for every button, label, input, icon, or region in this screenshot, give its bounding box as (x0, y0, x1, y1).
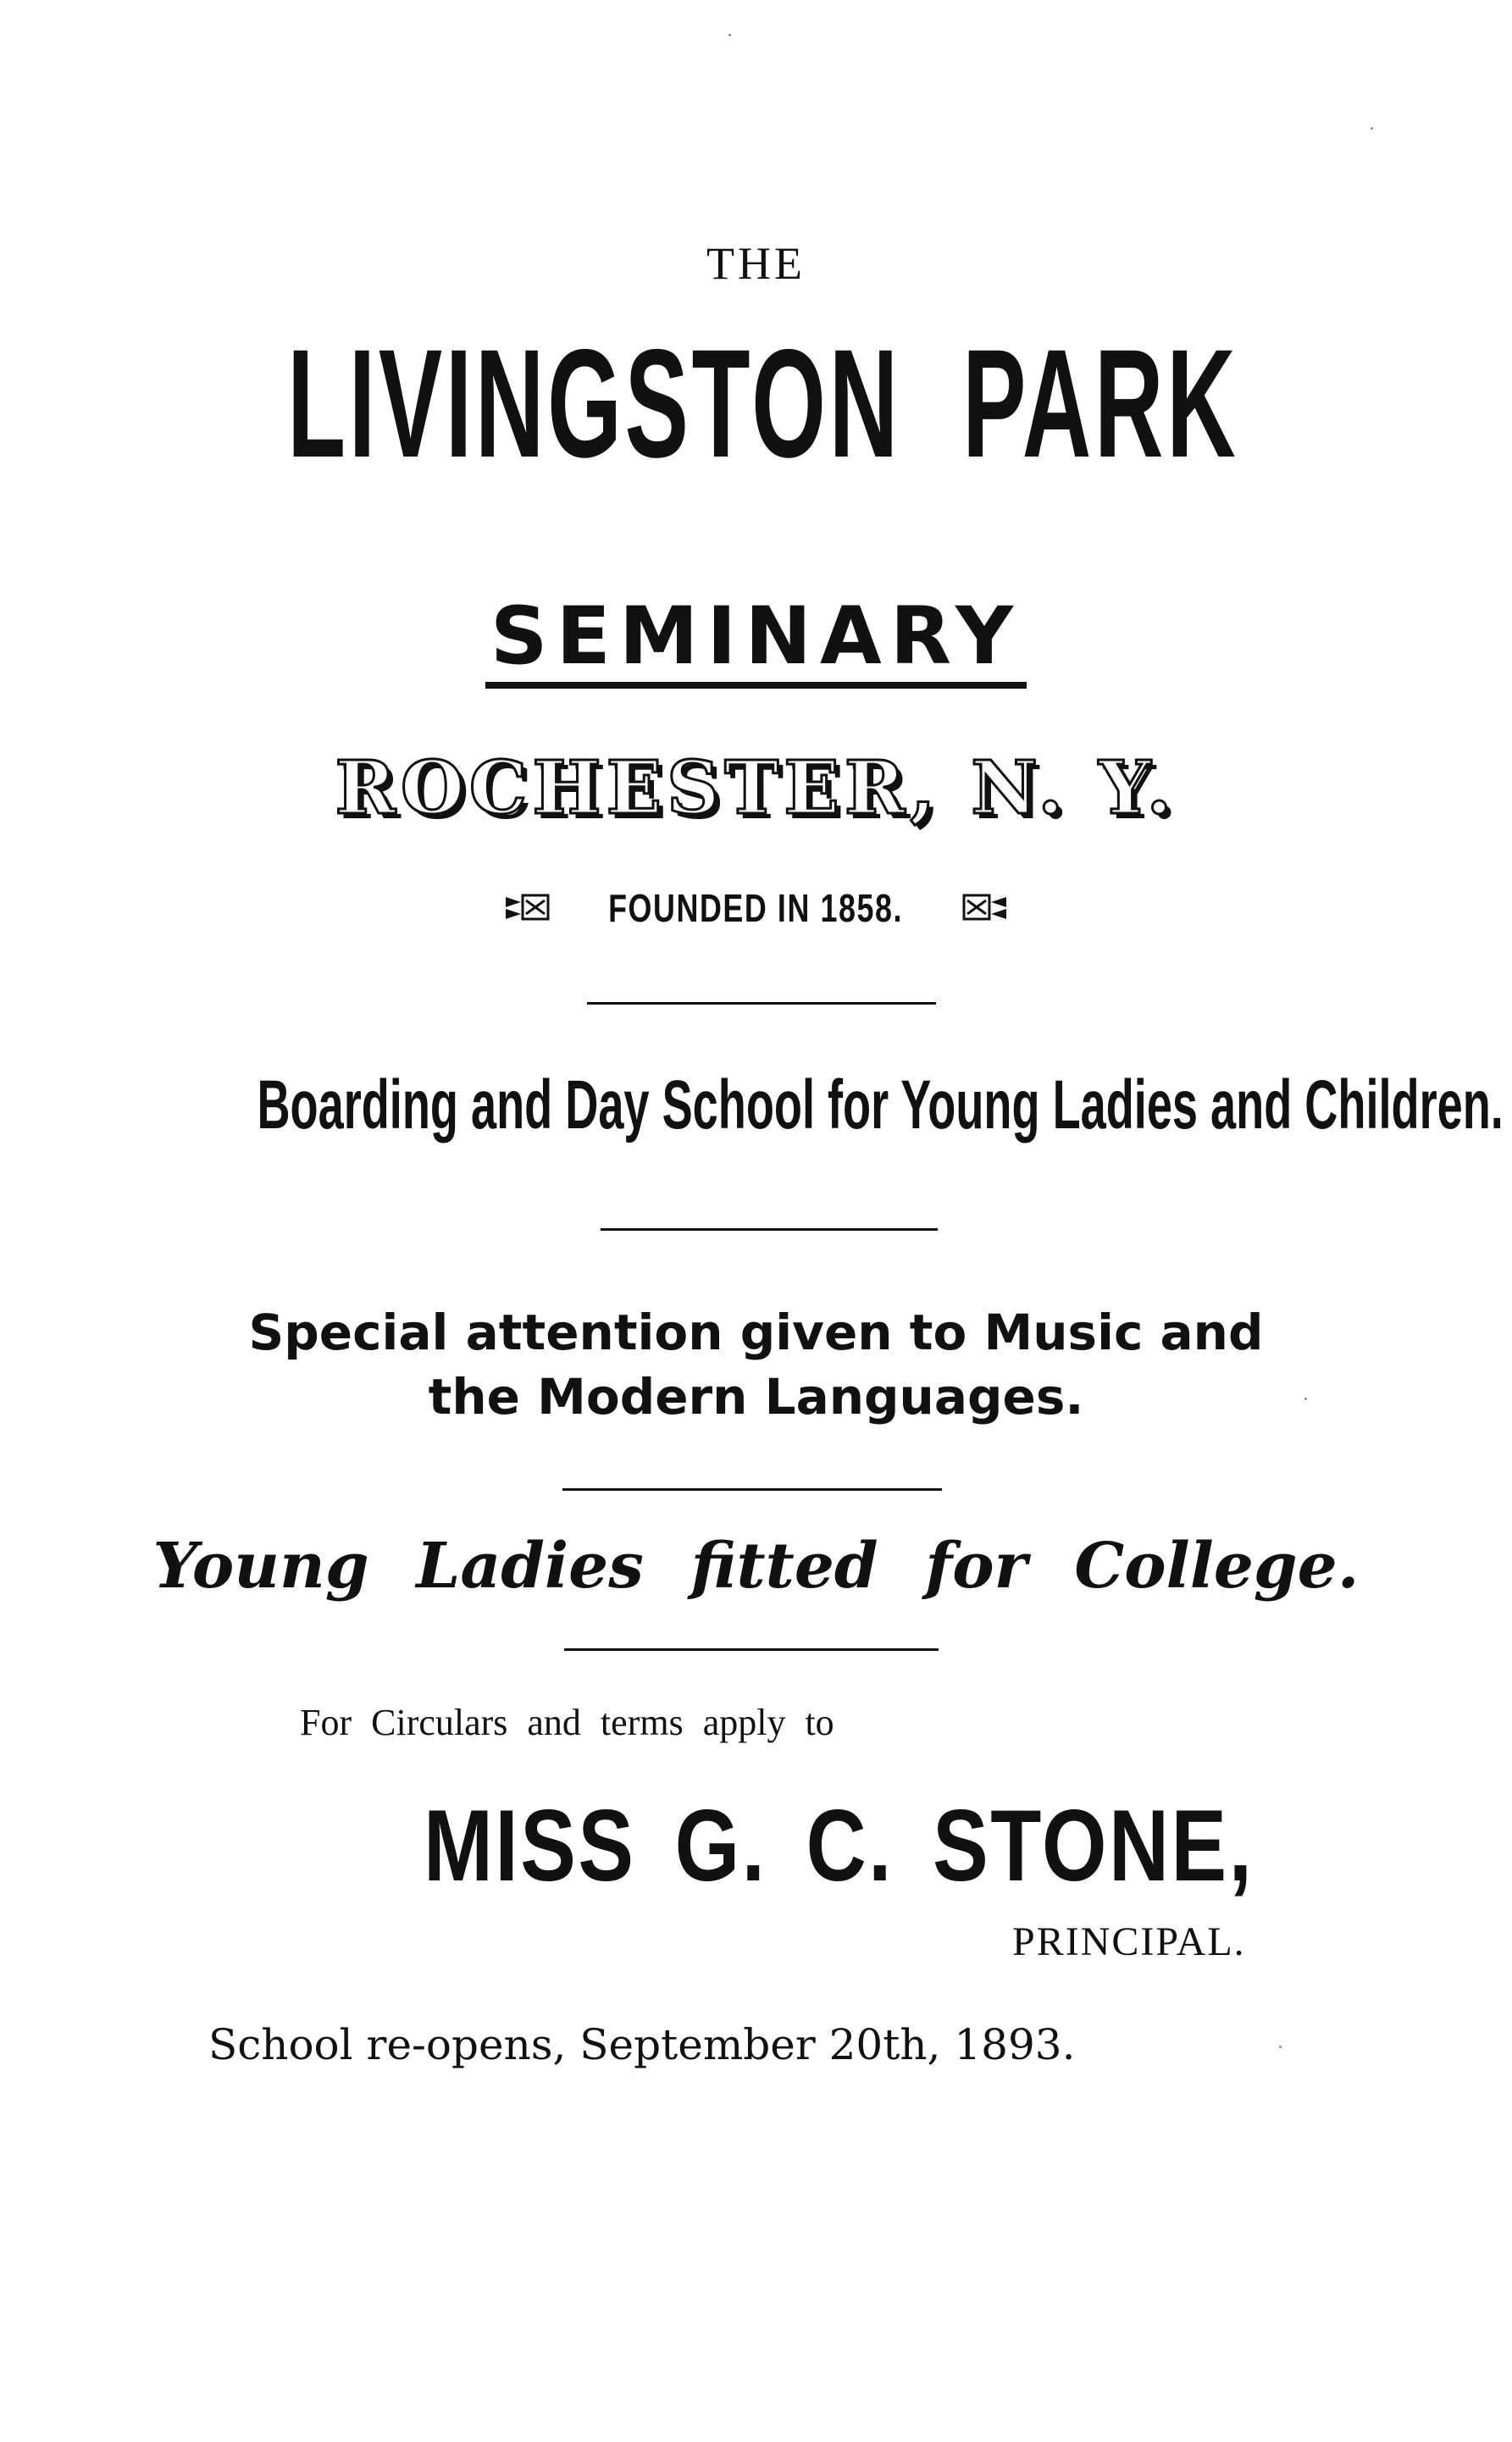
divider-4 (564, 1648, 939, 1651)
principal-name: MISS G. C. STONE, (424, 1789, 1254, 1902)
seminary-heading-wrap (0, 590, 1512, 689)
founded-text: FOUNDED IN 1858. (608, 886, 904, 930)
boarding-line: Boarding and Day School for Young Ladies and Children. (257, 1066, 1504, 1143)
founded-line (0, 885, 1512, 933)
location-heading: ROCHESTER, N. Y. (335, 745, 1177, 831)
special-attention-line-2: the Modern Languages. (428, 1368, 1084, 1426)
paper-speck (728, 34, 731, 36)
heading-the: THE (706, 238, 806, 289)
paper-speck (1304, 1398, 1307, 1400)
school-title: LIVINGSTON PARK (287, 317, 1239, 490)
divider-3 (562, 1488, 942, 1491)
paper-speck (1279, 2046, 1282, 2048)
paper-speck (1371, 127, 1373, 130)
ornament-left-icon (504, 890, 551, 933)
divider-2 (601, 1228, 938, 1231)
principal-title: PRINCIPAL. (1012, 1919, 1246, 1964)
divider-1 (587, 1002, 936, 1005)
ornament-right-icon (961, 890, 1008, 933)
reopens-line: School re-opens, September 20th, 1893. (208, 2020, 1076, 2069)
special-attention-line-1: Special attention given to Music and (248, 1304, 1264, 1361)
circulars-line: For Circulars and terms apply to (300, 1702, 834, 1743)
college-line: Young Ladies fitted for College. (152, 1530, 1360, 1603)
seminary-heading: SEMINARY (485, 597, 1027, 689)
